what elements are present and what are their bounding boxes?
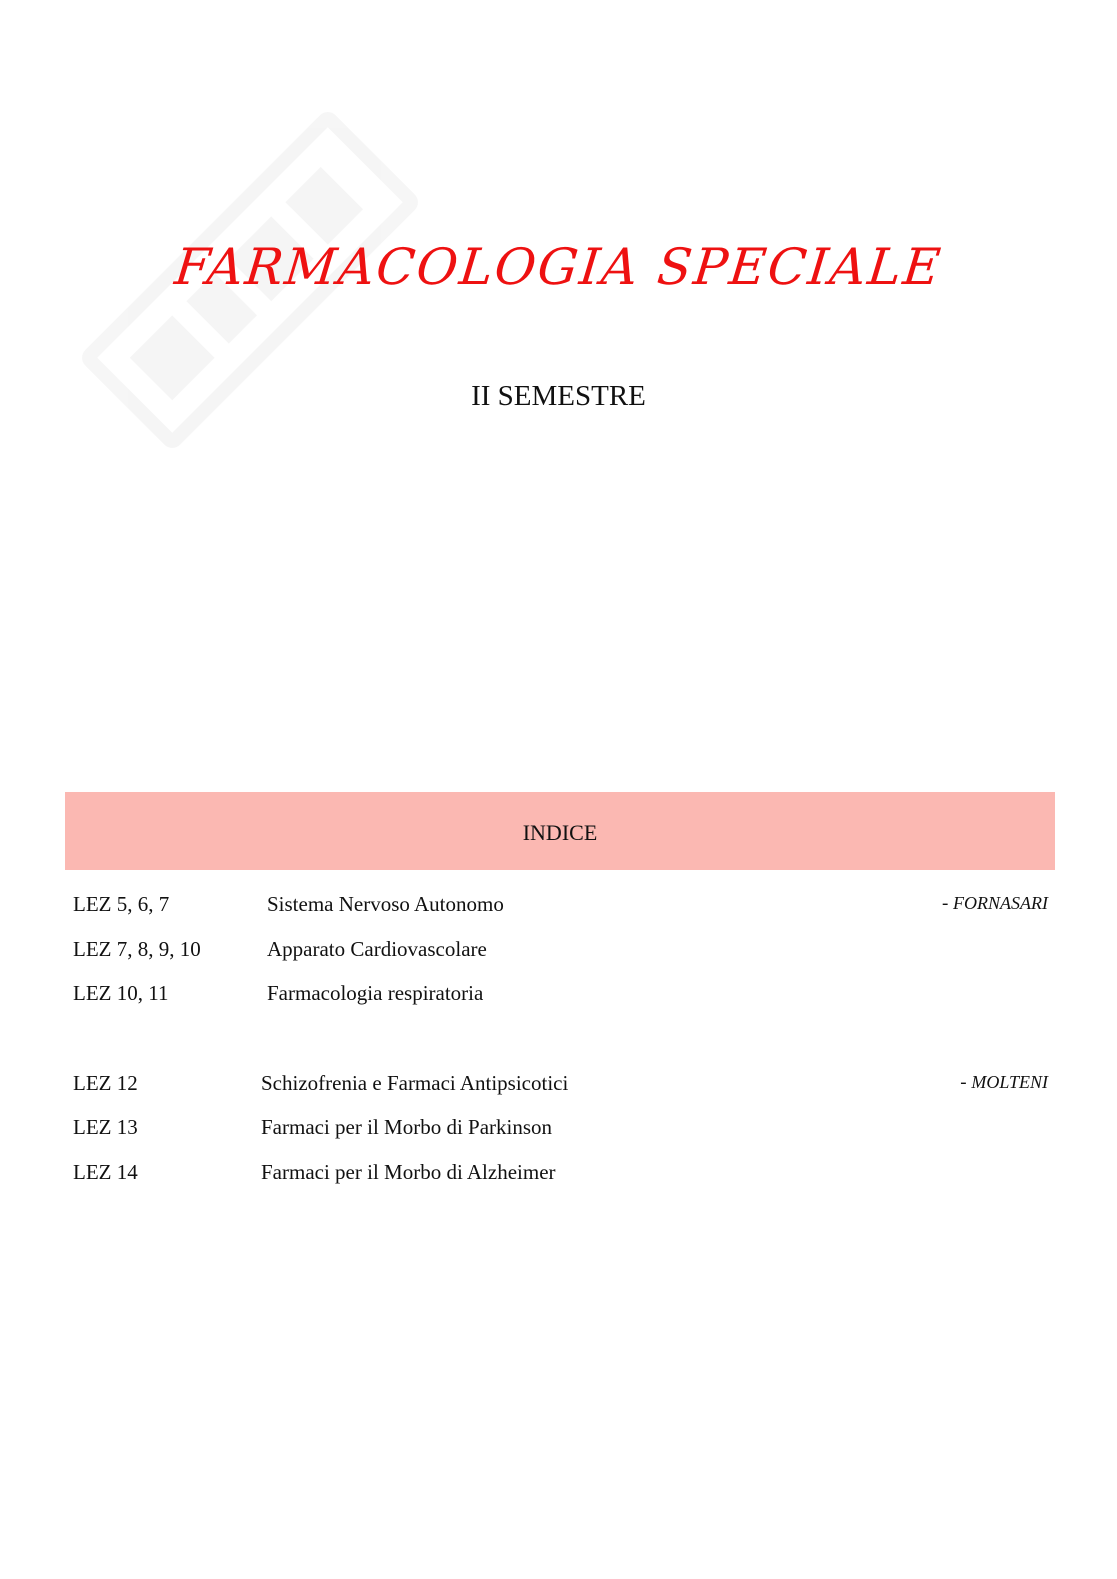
index-row[interactable] [0,937,1117,967]
lecture-topic: Farmacologia respiratoria [267,981,484,1005]
lecture-number: LEZ 14 [73,1160,138,1184]
index-header-bar [65,792,1055,870]
index-row[interactable] [0,1160,1117,1190]
lecture-number: LEZ 5, 6, 7 [73,892,170,916]
lecture-topic: Farmaci per il Morbo di Parkinson [261,1115,553,1139]
index-row[interactable] [0,1115,1117,1145]
lecture-topic: Schizofrenia e Farmaci Antipsicotici [261,1071,569,1095]
professor-name: MOLTENI [971,1072,1048,1092]
lecture-topic: Sistema Nervoso Autonomo [267,892,504,916]
professor-dash: - [941,893,949,914]
index-row[interactable] [0,981,1117,1011]
professor-name: FORNASARI [953,893,1048,913]
lecture-number: LEZ 10, 11 [73,981,169,1005]
professor-label [942,893,1048,915]
lecture-number: LEZ 13 [73,1115,138,1139]
professor-label [960,1072,1048,1094]
document-title: FARMACOLOGIA SPECIALE [172,238,945,296]
lecture-number: LEZ 7, 8, 9, 10 [73,937,201,961]
index-heading: INDICE [522,820,598,845]
index-row[interactable] [0,892,1117,922]
lecture-number: LEZ 12 [73,1071,138,1095]
index-row[interactable] [0,1071,1117,1101]
lecture-topic: Farmaci per il Morbo di Alzheimer [261,1160,556,1184]
document-subtitle: II SEMESTRE [471,380,646,412]
professor-dash: - [960,1072,967,1093]
lecture-topic: Apparato Cardiovascolare [267,937,487,961]
